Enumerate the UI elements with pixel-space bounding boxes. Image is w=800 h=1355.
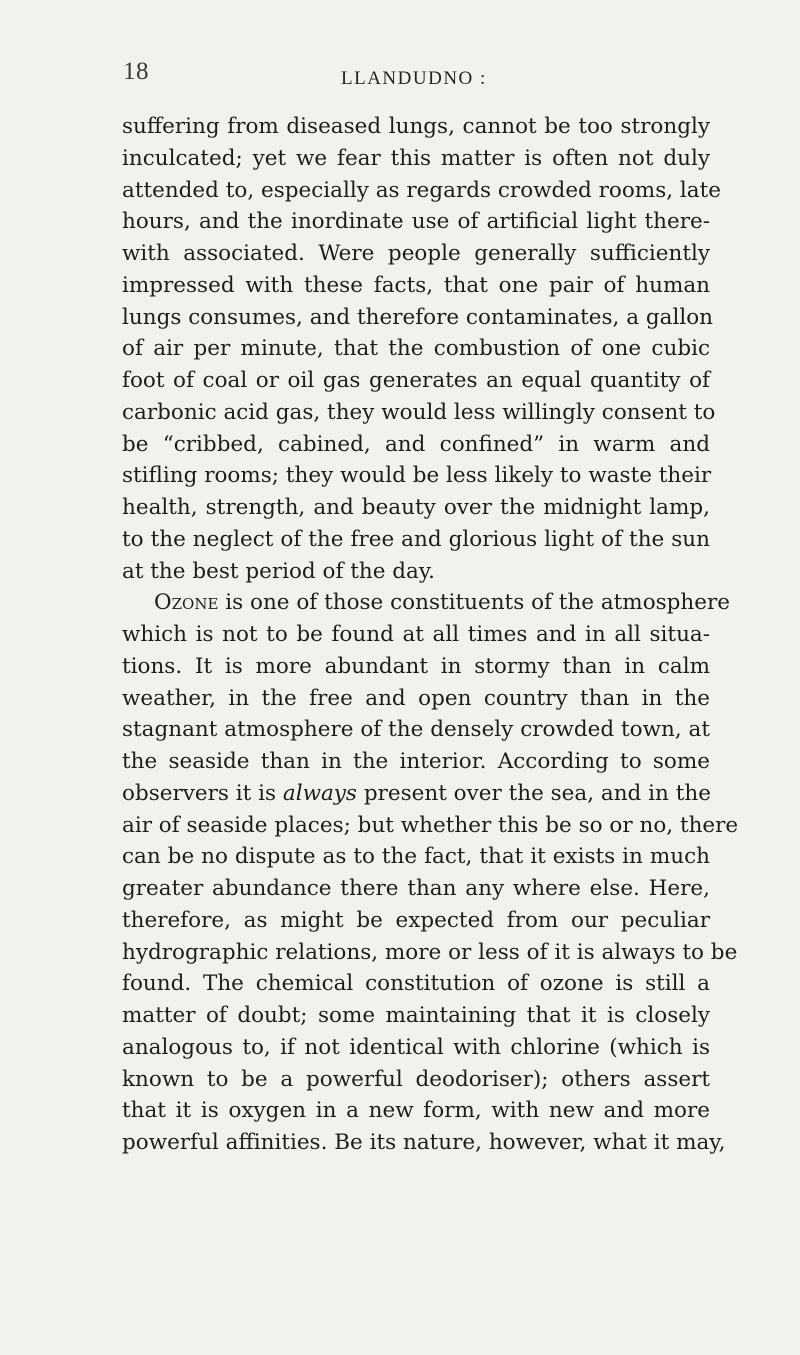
text-line: with associated. Were people generally sufficiently <box>122 241 710 266</box>
text-line: which is not to be found at all times and in all situa- <box>122 622 710 647</box>
text-line: air of seaside places; but whether this be so or no, there <box>122 812 739 838</box>
text-line: hours, and the inordinate use of artificial light there- <box>122 209 710 235</box>
text-line: that it is oxygen in a new form, with new and more <box>122 1098 710 1124</box>
text-line: is one of those constituents of the atmosphere <box>225 590 731 616</box>
text-line: impressed with these facts, that one pair of human <box>122 272 710 298</box>
text-line: greater abundance there than any where else. Here, <box>122 876 710 901</box>
text-line: inculcated; yet we fear this matter is often not duly <box>122 145 710 171</box>
text-line: carbonic acid gas, they would less willingly consent to <box>122 399 716 425</box>
text-line: lungs consumes, and therefore contaminates, a gallon <box>122 304 713 330</box>
text-line: foot of coal or oil gas generates an equal quantity of <box>122 368 710 393</box>
ozone-term: Ozone <box>154 590 219 616</box>
page-number: 18 <box>123 58 149 85</box>
text-line: matter of doubt; some maintaining that it is closely <box>122 1003 710 1028</box>
text-line: stifling rooms; they would be less likely to waste their <box>122 463 712 489</box>
text-line: powerful affinities. Be its nature, however, what it may, <box>122 1130 726 1155</box>
paragraph-opening-line <box>122 587 731 619</box>
text-line: analogous to, if not identical with chlorine (which is <box>122 1034 710 1060</box>
text-line: the seaside than in the interior. According to some <box>122 749 710 774</box>
text-line-with-emphasis <box>122 778 710 810</box>
text-line: be “cribbed, cabined, and confined” in warm and <box>122 431 710 457</box>
text-line: can be no dispute as to the fact, that it exists in much <box>122 844 710 870</box>
text-line: therefore, as might be expected from our peculiar <box>122 907 710 933</box>
text-line: attended to, especially as regards crowded rooms, late <box>122 177 721 203</box>
body-text <box>122 111 739 1159</box>
text-line: of air per minute, that the combustion of one cubic <box>122 336 710 362</box>
text-line: hydrographic relations, more or less of it is always to be <box>122 939 738 965</box>
running-title: LLANDUDNO : <box>341 68 487 89</box>
text-line: health, strength, and beauty over the midnight lamp, <box>122 495 710 520</box>
text-line: tions. It is more abundant in stormy than in calm <box>122 653 710 679</box>
text-line: found. The chemical constitution of ozone is still a <box>122 971 710 997</box>
text-line: weather, in the free and open country than in the <box>122 685 710 711</box>
emphasis-always: always <box>282 780 357 806</box>
text-fragment: observers it is <box>122 780 277 806</box>
text-line: suffering from diseased lungs, cannot be too strongly <box>122 114 710 139</box>
text-line: stagnant atmosphere of the densely crowded town, at <box>122 717 710 743</box>
text-line: known to be a powerful deodoriser); others assert <box>122 1066 710 1092</box>
text-line: at the best period of the day. <box>122 558 435 584</box>
text-line: to the neglect of the free and glorious light of the sun <box>122 526 710 552</box>
text-fragment: present over the sea, and in the <box>363 780 711 806</box>
